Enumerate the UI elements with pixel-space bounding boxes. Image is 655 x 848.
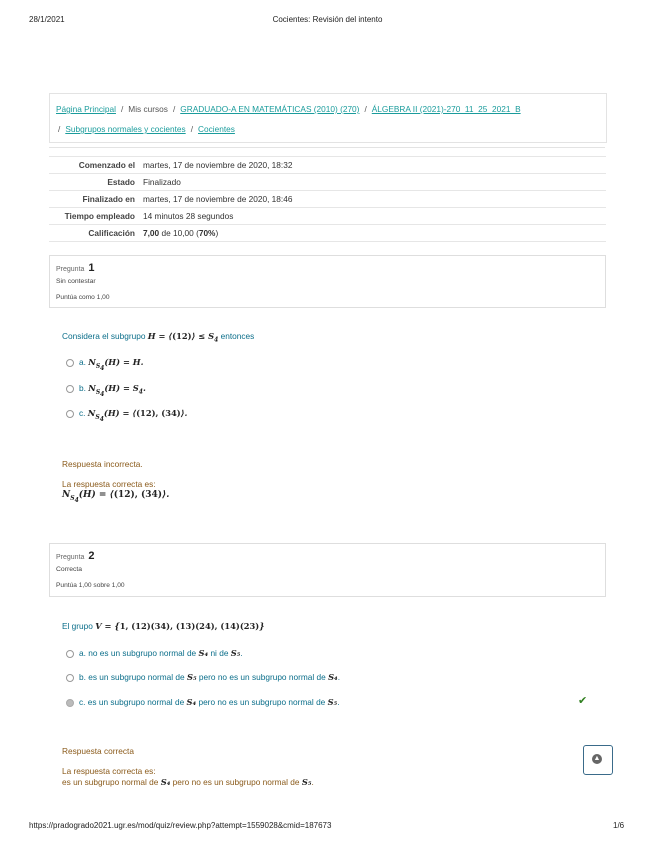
breadcrumb-my-courses: Mis cursos	[128, 104, 168, 114]
summary-row-finished	[49, 191, 606, 208]
question-1-feedback: Respuesta incorrecta.	[62, 459, 143, 469]
arrow-up-icon: ▲	[593, 755, 601, 762]
option-c[interactable]: c. es un subgrupo normal de S₄ pero no es un subgrupo normal de S₅.	[66, 697, 340, 707]
scroll-to-top-button[interactable]	[583, 745, 613, 775]
summary-row-grade	[49, 225, 606, 242]
question-number: Pregunta 1	[56, 262, 95, 274]
summary-label: Comenzado el	[49, 157, 143, 174]
option-c[interactable]: c. $N_{S_4}(H)$ = ⟨(12), (34)⟩.	[66, 408, 187, 423]
breadcrumb-course-link[interactable]: ÁLGEBRA II (2021)-270_11_25_2021_B	[371, 104, 521, 114]
breadcrumb-quiz-link[interactable]: Cocientes	[198, 124, 235, 134]
question-state: Correcta	[56, 566, 83, 573]
question-number: Pregunta 2	[56, 550, 95, 562]
summary-grade-value: 7,00 de 10,00 (70%)	[143, 225, 606, 242]
summary-value: martes, 17 de noviembre de 2020, 18:46	[143, 191, 606, 208]
summary-label: Finalizado en	[49, 191, 143, 208]
summary-value: Finalizado	[143, 174, 606, 191]
breadcrumb-section-link[interactable]: Subgrupos normales y cocientes	[65, 124, 186, 134]
breadcrumb-separator: /	[172, 104, 176, 114]
radio-button-selected[interactable]	[66, 699, 74, 707]
print-page-number: 1/6	[613, 821, 625, 830]
radio-button[interactable]	[66, 410, 74, 418]
summary-row-state	[49, 174, 606, 191]
question-state: Sin contestar	[56, 278, 96, 285]
radio-button[interactable]	[66, 674, 74, 682]
summary-row-started	[49, 157, 606, 174]
question-math: H = ⟨(12)⟩ ≤ $S_4$	[147, 331, 219, 344]
option-b[interactable]: b. es un subgrupo normal de S₅ pero no es un subgrupo normal de S₄.	[66, 672, 340, 682]
radio-button[interactable]	[66, 359, 74, 367]
summary-row-time	[49, 208, 606, 225]
option-a[interactable]: a. no es un subgrupo normal de S₄ ni de S₅.	[66, 648, 243, 658]
print-url: https://pradogrado2021.ugr.es/mod/quiz/review.php?attempt=1559028&cmid=187673	[29, 821, 332, 830]
summary-value: martes, 17 de noviembre de 2020, 18:32	[143, 157, 606, 174]
option-a[interactable]: a. $N_{S_4}(H) = H$.	[66, 357, 144, 372]
option-b[interactable]: b. $N_{S_4}(H) = S_4$.	[66, 383, 146, 398]
breadcrumb-separator: /	[190, 124, 193, 134]
summary-value: 14 minutos 28 segundos	[143, 208, 606, 225]
print-title: Cocientes: Revisión del intento	[272, 15, 383, 24]
question-2-right-answer: La respuesta correcta es: es un subgrupo normal de S₄ pero no es un subgrupo normal de S₅.	[62, 766, 314, 787]
breadcrumb-degree-link[interactable]: GRADUADO-A EN MATEMÁTICAS (2010) (270)	[180, 104, 360, 114]
summary-label: Tiempo empleado	[49, 208, 143, 225]
question-grade: Puntúa 1,00 sobre 1,00	[56, 582, 125, 589]
breadcrumb-separator: /	[58, 124, 61, 134]
attempt-summary-table	[49, 156, 606, 242]
question-2-info	[49, 543, 606, 597]
breadcrumb-separator: /	[120, 104, 124, 114]
summary-label: Estado	[49, 174, 143, 191]
question-2-text: El grupo V = {1, (12)(34), (13)(24), (14)(23)}	[62, 621, 265, 631]
breadcrumb-separator: /	[364, 104, 367, 114]
check-icon: ✔	[578, 695, 588, 707]
question-1-right-answer: La respuesta correcta es: $N_{S_4}(H)$ = ⟨(12), (34)⟩.	[62, 479, 170, 504]
radio-button[interactable]	[66, 385, 74, 393]
question-1-info	[49, 255, 606, 308]
question-math: V = {1, (12)(34), (13)(24), (14)(23)}	[95, 621, 265, 631]
radio-button[interactable]	[66, 650, 74, 658]
breadcrumb	[49, 93, 607, 143]
print-date: 28/1/2021	[29, 15, 65, 24]
breadcrumb-home-link[interactable]: Página Principal	[56, 104, 116, 114]
question-grade: Puntúa como 1,00	[56, 294, 110, 301]
question-2-feedback: Respuesta correcta	[62, 746, 134, 756]
summary-label: Calificación	[49, 225, 143, 242]
divider	[49, 147, 605, 148]
question-1-text: Considera el subgrupo H = ⟨(12)⟩ ≤ $S_4$ entonces	[62, 331, 255, 344]
